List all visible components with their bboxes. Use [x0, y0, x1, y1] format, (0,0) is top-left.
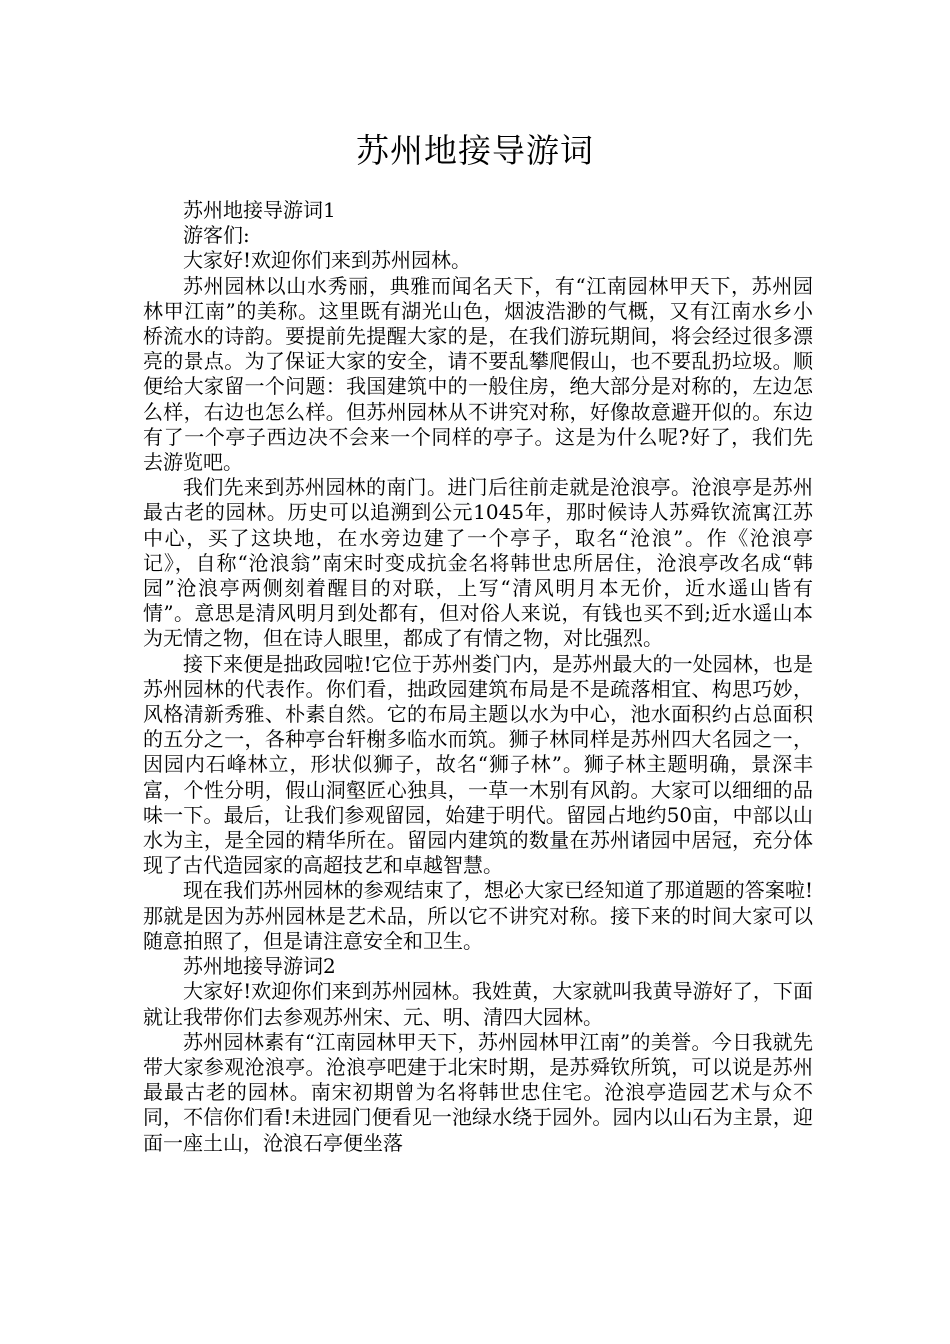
paragraph: 大家好!欢迎你们来到苏州园林。	[183, 248, 472, 273]
paragraph: 苏州园林以山水秀丽，典雅而闻名天下，有“江南园林甲天下，苏州园林甲江南”的美称。这里既有湖光山色，烟波浩渺的气概，又有江南水乡小桥流水的诗韵。要提前先提醒大家的是，在我们游玩期间，将会经过很多漂亮的景点。为了保证大家的安全，请不要乱攀爬假山，也不要乱扔垃圾。顺便给大家留一个问题：我国建筑中的一般住房，绝大部分是对称的，左边怎么样，右边也怎么样。但苏州园林从不讲究对称，好像故意避开似的。东边有了一个亭子西边决不会来一个同样的亭子。这是为什么呢?好了，我们先去游览吧。	[143, 273, 813, 475]
paragraph: 大家好!欢迎你们来到苏州园林。我姓黄，大家就叫我黄导游好了，下面就让我带你们去参观苏州宋、元、明、清四大园林。	[143, 979, 813, 1029]
paragraph: 接下来便是拙政园啦!它位于苏州娄门内，是苏州最大的一处园林，也是苏州园林的代表作。你们看，拙政园建筑布局是不是疏落相宜、构思巧妙，风格清新秀雅、朴素自然。它的布局主题以水为中心，池水面积约占总面积的五分之一，各种亭台轩榭多临水而筑。狮子林同样是苏州四大名园之一，因园内石峰林立，形状似狮子，故名“狮子林”。狮子林主题明确，景深丰富，个性分明，假山洞壑匠心独具，一草一木别有风韵。大家可以细细的品味一下。最后，让我们参观留园，始建于明代。留园占地约50亩，中部以山水为主，是全园的精华所在。留园内建筑的数量在苏州诸园中居冠，充分体现了古代造园家的高超技艺和卓越智慧。	[143, 651, 813, 878]
paragraph: 苏州园林素有“江南园林甲天下，苏州园林甲江南”的美誉。今日我就先带大家参观沧浪亭。沧浪亭吧建于北宋时期，是苏舜钦所筑，可以说是苏州最最古老的园林。南宋初期曾为名将韩世忠住宅。沧浪亭造园艺术与众不同，不信你们看!未进园门便看见一池绿水绕于园外。园内以山石为主景，迎面一座土山，沧浪石亭便坐落	[143, 1029, 813, 1155]
greeting-line: 游客们:	[183, 223, 250, 248]
section-heading-1: 苏州地接导游词1	[183, 198, 336, 222]
document-body	[143, 198, 813, 1156]
section-heading-2: 苏州地接导游词2	[183, 954, 336, 979]
paragraph: 我们先来到苏州园林的南门。进门后往前走就是沧浪亭。沧浪亭是苏州最古老的园林。历史可以追溯到公元1045年，那时候诗人苏舜钦流寓江苏中心，买了这块地，在水旁边建了一个亭子，取名“沧浪”。作《沧浪亭记》，自称“沧浪翁”南宋时变成抗金名将韩世忠所居住，沧浪亭改名成“韩园”沧浪亭两侧刻着醒目的对联，上写“清风明月本无价，近水遥山皆有情”。意思是清风明月到处都有，但对俗人来说，有钱也买不到;近水遥山本为无情之物，但在诗人眼里，都成了有情之物，对比强烈。	[143, 475, 813, 651]
paragraph: 现在我们苏州园林的参观结束了，想必大家已经知道了那道题的答案啦!那就是因为苏州园林是艺术品，所以它不讲究对称。接下来的时间大家可以随意拍照了，但是请注意安全和卫生。	[143, 878, 813, 953]
document-title: 苏州地接导游词	[356, 131, 594, 170]
